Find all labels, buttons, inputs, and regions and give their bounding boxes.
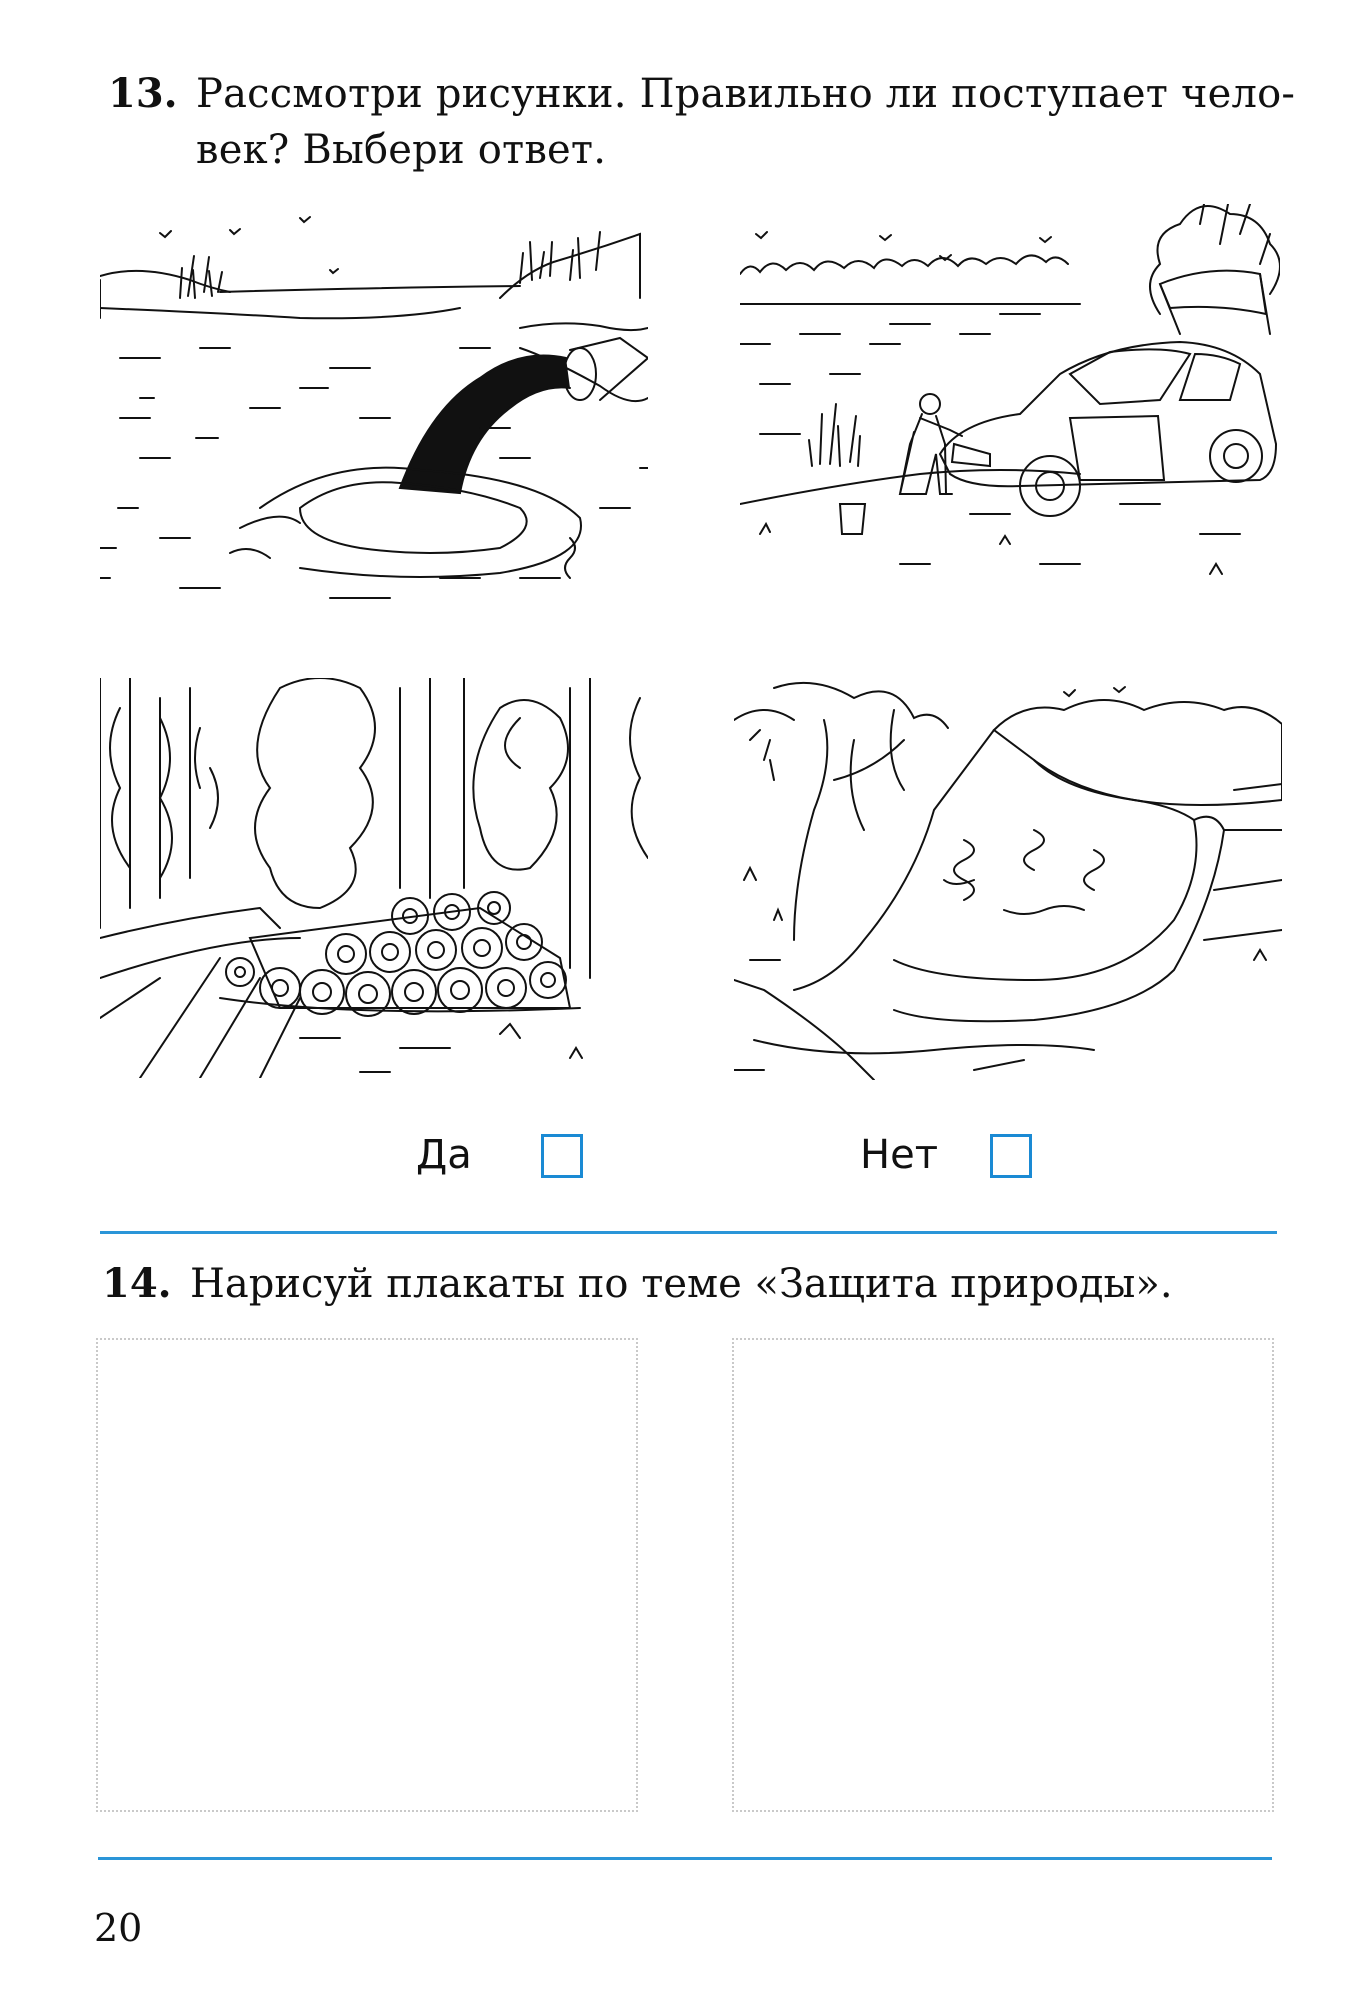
answer-no-checkbox[interactable] — [990, 1134, 1032, 1178]
poster-drawing-area-1[interactable] — [96, 1338, 638, 1812]
task-14 — [102, 1256, 1302, 1316]
section-divider — [100, 1231, 1277, 1234]
answer-no-label: Нет — [860, 1132, 938, 1178]
illustration-drainage-ditch — [734, 680, 1282, 1080]
answer-yes — [416, 1120, 596, 1200]
task-13-number: 13. — [108, 70, 178, 117]
task-13 — [108, 66, 1308, 186]
answer-no — [860, 1120, 1040, 1200]
task-14-text: Нарисуй плакаты по теме «Защита природы». — [190, 1261, 1173, 1307]
illustration-log-pile — [100, 678, 648, 1078]
task-13-text — [196, 66, 1306, 178]
illustration-car-washing — [740, 204, 1280, 600]
poster-drawing-area-2[interactable] — [732, 1338, 1274, 1812]
task-13-line-2: век? Выбери ответ. — [196, 127, 607, 173]
footer-divider — [98, 1857, 1272, 1860]
answer-yes-checkbox[interactable] — [541, 1134, 583, 1178]
task-14-number: 14. — [102, 1260, 172, 1307]
page-number: 20 — [94, 1906, 143, 1950]
task-13-line-1: Рассмотри рисунки. Правильно ли поступает чело- — [196, 71, 1296, 117]
illustration-pipe-pollution — [100, 208, 648, 600]
answer-yes-label: Да — [416, 1132, 472, 1178]
